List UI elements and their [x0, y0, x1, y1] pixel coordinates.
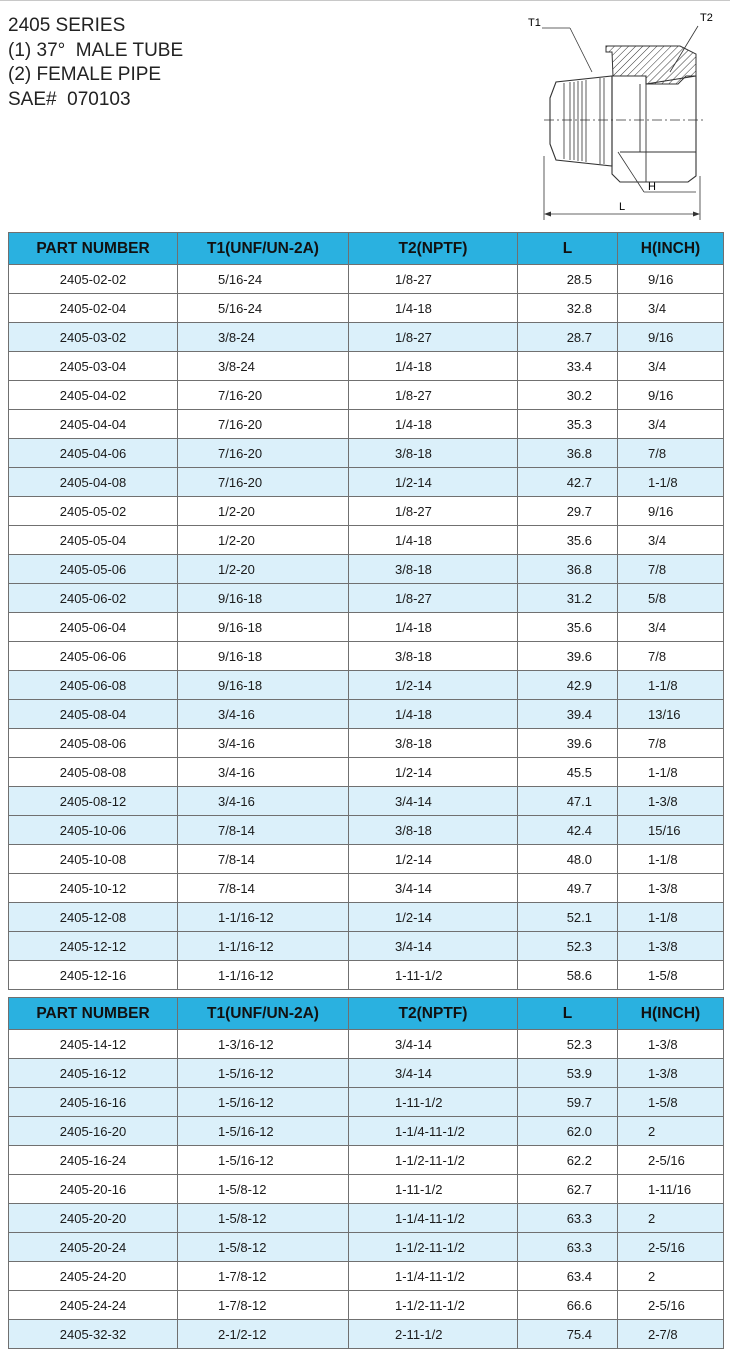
t2-cell: 3/4-14 — [349, 1030, 518, 1059]
h-cell: 1-1/8 — [618, 845, 724, 874]
t1-cell: 2-1/2-12 — [178, 1320, 349, 1349]
part-number-cell: 2405-12-12 — [9, 932, 178, 961]
t2-cell: 1/2-14 — [349, 845, 518, 874]
part-number-cell: 2405-24-24 — [9, 1291, 178, 1320]
table-row — [9, 787, 724, 816]
t2-cell: 1/4-18 — [349, 700, 518, 729]
t1-cell: 1/2-20 — [178, 497, 349, 526]
t1-cell: 5/16-24 — [178, 294, 349, 323]
part-number-cell: 2405-04-08 — [9, 468, 178, 497]
t2-cell: 1/4-18 — [349, 613, 518, 642]
h-cell: 1-1/8 — [618, 468, 724, 497]
t2-cell: 3/8-18 — [349, 439, 518, 468]
t1-cell: 7/16-20 — [178, 381, 349, 410]
table-header-row — [9, 233, 724, 265]
l-cell: 35.6 — [518, 526, 618, 555]
h-cell: 1-3/8 — [618, 932, 724, 961]
table-row — [9, 1146, 724, 1175]
l-cell: 63.3 — [518, 1204, 618, 1233]
col-header-t2: T2(NPTF) — [349, 233, 518, 265]
h-cell: 3/4 — [618, 526, 724, 555]
l-cell: 62.7 — [518, 1175, 618, 1204]
h-cell: 2-5/16 — [618, 1291, 724, 1320]
t2-cell: 1-11-1/2 — [349, 1175, 518, 1204]
t1-cell: 9/16-18 — [178, 642, 349, 671]
t1-cell: 9/16-18 — [178, 613, 349, 642]
part-number-cell: 2405-20-24 — [9, 1233, 178, 1262]
l-cell: 47.1 — [518, 787, 618, 816]
table-row — [9, 903, 724, 932]
l-cell: 35.6 — [518, 613, 618, 642]
t1-label: T1 — [528, 17, 541, 29]
t2-cell: 2-11-1/2 — [349, 1320, 518, 1349]
t2-cell: 1-11-1/2 — [349, 961, 518, 990]
table-row — [9, 1175, 724, 1204]
l-cell: 52.3 — [518, 932, 618, 961]
t2-cell: 1-11-1/2 — [349, 1088, 518, 1117]
t1-cell: 7/8-14 — [178, 845, 349, 874]
t2-cell: 1/8-27 — [349, 497, 518, 526]
table-row — [9, 1030, 724, 1059]
sae-number: SAE# 070103 — [8, 88, 131, 110]
h-cell: 2 — [618, 1117, 724, 1146]
table-row — [9, 1233, 724, 1262]
t1-cell: 1-1/16-12 — [178, 932, 349, 961]
part-number-cell: 2405-08-04 — [9, 700, 178, 729]
series-title: 2405 SERIES — [8, 15, 126, 36]
t1-cell: 1-5/16-12 — [178, 1146, 349, 1175]
t1-cell: 9/16-18 — [178, 671, 349, 700]
table-row — [9, 439, 724, 468]
part-number-cell: 2405-08-08 — [9, 758, 178, 787]
t2-cell: 1/2-14 — [349, 671, 518, 700]
table-row — [9, 816, 724, 845]
h-cell: 1-1/8 — [618, 758, 724, 787]
t1-cell: 1-5/8-12 — [178, 1204, 349, 1233]
l-cell: 62.0 — [518, 1117, 618, 1146]
part-number-cell: 2405-06-04 — [9, 613, 178, 642]
part-number-cell: 2405-06-08 — [9, 671, 178, 700]
part-number-cell: 2405-06-06 — [9, 642, 178, 671]
part-number-cell: 2405-02-02 — [9, 265, 178, 294]
h-leader — [618, 152, 644, 192]
l-cell: 39.6 — [518, 729, 618, 758]
t2-cell: 3/4-14 — [349, 1059, 518, 1088]
table-row — [9, 961, 724, 990]
col-header-l: L — [518, 233, 618, 265]
col-header-t2: T2(NPTF) — [349, 998, 518, 1030]
h-cell: 2-5/16 — [618, 1233, 724, 1262]
l-cell: 35.3 — [518, 410, 618, 439]
t2-cell: 3/4-14 — [349, 787, 518, 816]
table-row — [9, 729, 724, 758]
t2-cell: 1/2-14 — [349, 468, 518, 497]
table-row — [9, 352, 724, 381]
t1-cell: 7/16-20 — [178, 410, 349, 439]
col-header-t1: T1(UNF/UN-2A) — [178, 233, 349, 265]
h-cell: 2 — [618, 1262, 724, 1291]
part-number-cell: 2405-12-08 — [9, 903, 178, 932]
table-row — [9, 613, 724, 642]
l-cell: 45.5 — [518, 758, 618, 787]
spec-table-2 — [8, 997, 724, 1349]
h-cell: 3/4 — [618, 352, 724, 381]
table-row — [9, 874, 724, 903]
table-row — [9, 584, 724, 613]
h-cell: 1-3/8 — [618, 874, 724, 903]
part-number-cell: 2405-14-12 — [9, 1030, 178, 1059]
h-label: H — [648, 181, 656, 193]
table-row — [9, 265, 724, 294]
t1-cell: 3/8-24 — [178, 352, 349, 381]
h-cell: 5/8 — [618, 584, 724, 613]
h-cell: 7/8 — [618, 555, 724, 584]
h-cell: 1-5/8 — [618, 1088, 724, 1117]
t1-cell: 1-7/8-12 — [178, 1291, 349, 1320]
h-cell: 7/8 — [618, 642, 724, 671]
t2-cell: 1/8-27 — [349, 265, 518, 294]
h-cell: 2-5/16 — [618, 1146, 724, 1175]
table-row — [9, 1088, 724, 1117]
table-row — [9, 1320, 724, 1349]
h-cell: 7/8 — [618, 439, 724, 468]
t1-cell: 3/4-16 — [178, 758, 349, 787]
l-cell: 42.4 — [518, 816, 618, 845]
h-cell: 1-1/8 — [618, 903, 724, 932]
part-number-cell: 2405-32-32 — [9, 1320, 178, 1349]
t1-cell: 1/2-20 — [178, 555, 349, 584]
t1-cell: 1-1/16-12 — [178, 961, 349, 990]
table-row — [9, 555, 724, 584]
t1-cell: 3/4-16 — [178, 787, 349, 816]
t2-cell: 3/4-14 — [349, 874, 518, 903]
h-cell: 1-1/8 — [618, 671, 724, 700]
table-row — [9, 323, 724, 352]
t1-cell: 1-5/8-12 — [178, 1233, 349, 1262]
h-cell: 1-5/8 — [618, 961, 724, 990]
t2-cell: 1/4-18 — [349, 410, 518, 439]
t2-cell: 1/2-14 — [349, 758, 518, 787]
part-number-cell: 2405-03-02 — [9, 323, 178, 352]
part-number-cell: 2405-24-20 — [9, 1262, 178, 1291]
t1-cell: 1-3/16-12 — [178, 1030, 349, 1059]
part-number-cell: 2405-12-16 — [9, 961, 178, 990]
t2-cell: 3/8-18 — [349, 555, 518, 584]
series-title-block — [8, 14, 183, 112]
t1-leader-diag — [570, 28, 592, 72]
col-header-h: H(INCH) — [618, 998, 724, 1030]
hex-body-outline — [612, 76, 696, 182]
t1-cell: 1/2-20 — [178, 526, 349, 555]
t2-cell: 1-1/4-11-1/2 — [349, 1262, 518, 1291]
h-cell: 2-7/8 — [618, 1320, 724, 1349]
l-cell: 58.6 — [518, 961, 618, 990]
part-number-cell: 2405-16-12 — [9, 1059, 178, 1088]
h-cell: 1-11/16 — [618, 1175, 724, 1204]
part-number-cell: 2405-10-06 — [9, 816, 178, 845]
t2-cell: 1/2-14 — [349, 903, 518, 932]
l-cell: 49.7 — [518, 874, 618, 903]
l-cell: 75.4 — [518, 1320, 618, 1349]
t2-cell: 3/8-18 — [349, 642, 518, 671]
part-number-cell: 2405-16-20 — [9, 1117, 178, 1146]
t2-cell: 1/4-18 — [349, 526, 518, 555]
part-number-cell: 2405-05-06 — [9, 555, 178, 584]
l-cell: 29.7 — [518, 497, 618, 526]
t2-cell: 1-1/4-11-1/2 — [349, 1204, 518, 1233]
table-row — [9, 1204, 724, 1233]
part-number-cell: 2405-02-04 — [9, 294, 178, 323]
l-cell: 32.8 — [518, 294, 618, 323]
l-cell: 30.2 — [518, 381, 618, 410]
part-number-cell: 2405-03-04 — [9, 352, 178, 381]
table-row — [9, 700, 724, 729]
t1-cell: 5/16-24 — [178, 265, 349, 294]
part-number-cell: 2405-05-02 — [9, 497, 178, 526]
col-header-h: H(INCH) — [618, 233, 724, 265]
table-row — [9, 294, 724, 323]
l-cell: 42.9 — [518, 671, 618, 700]
h-cell: 9/16 — [618, 265, 724, 294]
t1-cell: 1-5/16-12 — [178, 1088, 349, 1117]
h-cell: 7/8 — [618, 729, 724, 758]
h-cell: 3/4 — [618, 294, 724, 323]
l-label: L — [619, 201, 626, 213]
table-header-row — [9, 998, 724, 1030]
part-number-cell: 2405-04-06 — [9, 439, 178, 468]
t1-cell: 1-5/8-12 — [178, 1175, 349, 1204]
h-cell: 9/16 — [618, 497, 724, 526]
table-row — [9, 758, 724, 787]
part-number-cell: 2405-20-20 — [9, 1204, 178, 1233]
l-cell: 62.2 — [518, 1146, 618, 1175]
t1-cell: 1-1/16-12 — [178, 903, 349, 932]
l-cell: 28.5 — [518, 265, 618, 294]
l-cell: 52.3 — [518, 1030, 618, 1059]
table-row — [9, 410, 724, 439]
l-cell: 31.2 — [518, 584, 618, 613]
l-cell: 39.6 — [518, 642, 618, 671]
spec-table-1 — [8, 232, 724, 990]
h-cell: 9/16 — [618, 381, 724, 410]
col-header-t1: T1(UNF/UN-2A) — [178, 998, 349, 1030]
part-number-cell: 2405-06-02 — [9, 584, 178, 613]
table-row — [9, 1117, 724, 1146]
l-cell: 52.1 — [518, 903, 618, 932]
l-cell: 42.7 — [518, 468, 618, 497]
t1-cell: 1-7/8-12 — [178, 1262, 349, 1291]
l-cell: 63.4 — [518, 1262, 618, 1291]
t2-cell: 1-1/4-11-1/2 — [349, 1117, 518, 1146]
t1-cell: 9/16-18 — [178, 584, 349, 613]
tube-end-outline — [550, 76, 612, 166]
t2-cell: 1-1/2-11-1/2 — [349, 1291, 518, 1320]
table-body — [9, 265, 724, 990]
table-row — [9, 932, 724, 961]
h-cell: 9/16 — [618, 323, 724, 352]
part-number-cell: 2405-04-02 — [9, 381, 178, 410]
t1-cell: 3/4-16 — [178, 700, 349, 729]
l-cell: 33.4 — [518, 352, 618, 381]
l-cell: 53.9 — [518, 1059, 618, 1088]
t1-cell: 7/8-14 — [178, 874, 349, 903]
h-cell: 3/4 — [618, 410, 724, 439]
h-cell: 1-3/8 — [618, 1030, 724, 1059]
fitting-technical-drawing — [520, 6, 728, 224]
l-cell: 48.0 — [518, 845, 618, 874]
t2-label: T2 — [700, 12, 713, 24]
end-1-description: (1) 37° MALE TUBE — [8, 39, 184, 61]
part-number-cell: 2405-08-12 — [9, 787, 178, 816]
h-cell: 3/4 — [618, 613, 724, 642]
table-row — [9, 671, 724, 700]
part-number-cell: 2405-10-08 — [9, 845, 178, 874]
part-number-cell: 2405-20-16 — [9, 1175, 178, 1204]
t2-cell: 3/8-18 — [349, 816, 518, 845]
h-cell: 1-3/8 — [618, 787, 724, 816]
table-row — [9, 1059, 724, 1088]
t2-cell: 3/4-14 — [349, 932, 518, 961]
t2-cell: 1/8-27 — [349, 584, 518, 613]
table-row — [9, 468, 724, 497]
col-header-l: L — [518, 998, 618, 1030]
table-row — [9, 381, 724, 410]
part-number-cell: 2405-08-06 — [9, 729, 178, 758]
h-cell: 15/16 — [618, 816, 724, 845]
t1-cell: 3/4-16 — [178, 729, 349, 758]
t1-cell: 1-5/16-12 — [178, 1117, 349, 1146]
part-number-cell: 2405-04-04 — [9, 410, 178, 439]
l-cell: 36.8 — [518, 555, 618, 584]
l-cell: 36.8 — [518, 439, 618, 468]
t2-cell: 1/8-27 — [349, 323, 518, 352]
t2-cell: 1-1/2-11-1/2 — [349, 1233, 518, 1262]
l-cell: 28.7 — [518, 323, 618, 352]
t1-cell: 7/8-14 — [178, 816, 349, 845]
t1-cell: 7/16-20 — [178, 468, 349, 497]
h-cell: 13/16 — [618, 700, 724, 729]
table-row — [9, 497, 724, 526]
l-arrow-right — [693, 212, 700, 217]
t2-cell: 1-1/2-11-1/2 — [349, 1146, 518, 1175]
t2-cell: 1/8-27 — [349, 381, 518, 410]
t2-cell: 1/4-18 — [349, 352, 518, 381]
col-header-part-number: PART NUMBER — [9, 233, 178, 265]
part-number-cell: 2405-16-24 — [9, 1146, 178, 1175]
table-row — [9, 642, 724, 671]
t2-cell: 1/4-18 — [349, 294, 518, 323]
table-row — [9, 1262, 724, 1291]
col-header-part-number: PART NUMBER — [9, 998, 178, 1030]
h-cell: 1-3/8 — [618, 1059, 724, 1088]
t1-cell: 3/8-24 — [178, 323, 349, 352]
table-row — [9, 1291, 724, 1320]
t1-cell: 7/16-20 — [178, 439, 349, 468]
table-row — [9, 526, 724, 555]
l-cell: 39.4 — [518, 700, 618, 729]
h-cell: 2 — [618, 1204, 724, 1233]
table-row — [9, 845, 724, 874]
end-2-description: (2) FEMALE PIPE — [8, 64, 162, 85]
top-rule — [0, 0, 730, 1]
table-body — [9, 1030, 724, 1349]
part-number-cell: 2405-16-16 — [9, 1088, 178, 1117]
l-cell: 63.3 — [518, 1233, 618, 1262]
l-arrow-left — [544, 212, 551, 217]
part-number-cell: 2405-10-12 — [9, 874, 178, 903]
t1-cell: 1-5/16-12 — [178, 1059, 349, 1088]
t2-cell: 3/8-18 — [349, 729, 518, 758]
part-number-cell: 2405-05-04 — [9, 526, 178, 555]
l-cell: 59.7 — [518, 1088, 618, 1117]
l-cell: 66.6 — [518, 1291, 618, 1320]
